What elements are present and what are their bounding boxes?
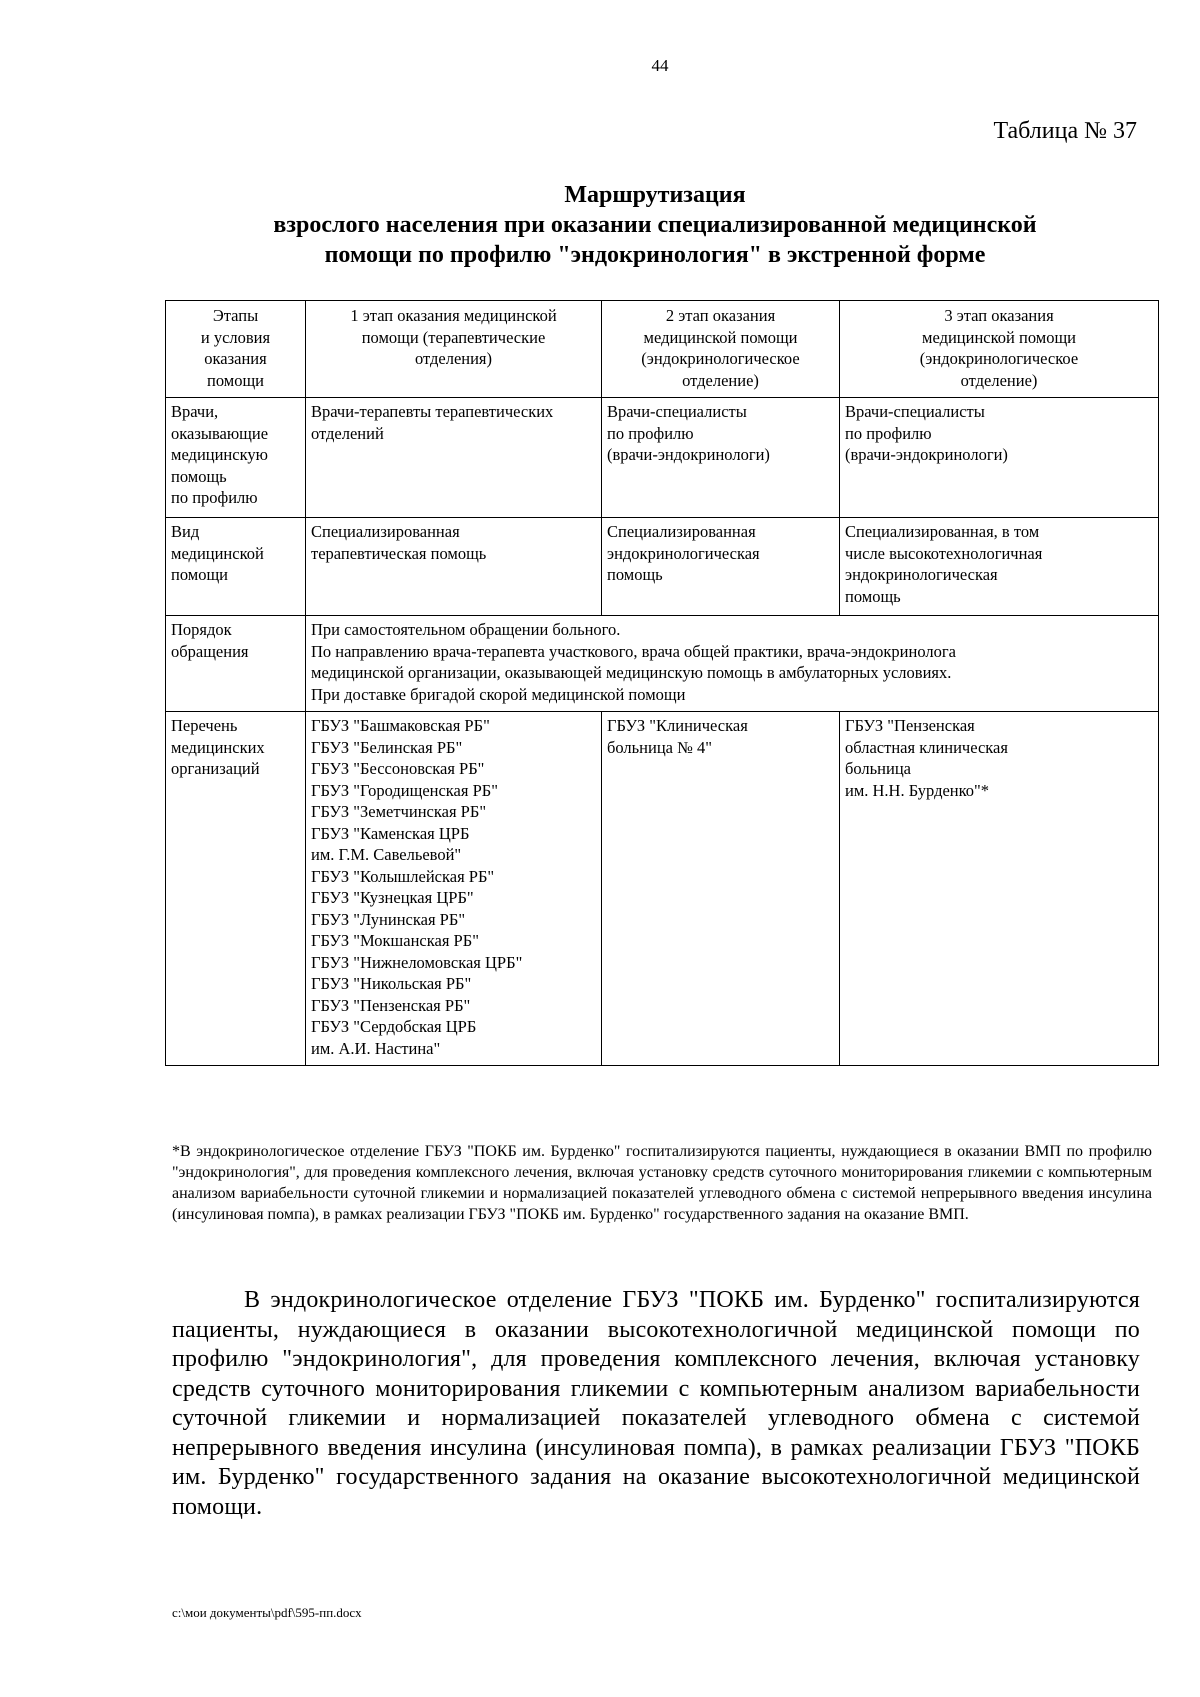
cell-line: помощь: [171, 466, 227, 486]
cell-line: областная клиническая: [845, 737, 1008, 757]
cell-line: отделений: [311, 423, 384, 443]
cell-line: Перечень: [171, 716, 238, 735]
table-row-doctors: [166, 398, 1159, 518]
cell-line: 2 этап оказания: [665, 306, 776, 325]
document-title: [150, 180, 1160, 270]
title-line: помощи по профилю "эндокринология" в экстренной форме: [324, 242, 986, 268]
cell-line: Специализированная: [311, 522, 460, 541]
cell-line: ГБУЗ "Сердобская ЦРБ: [311, 1017, 477, 1036]
cell-line: и условия: [200, 327, 271, 347]
cell-line: ГБУЗ "Колышлейская РБ": [311, 866, 495, 886]
cell-organizations-stage-2: [602, 712, 840, 1066]
cell-line: Врачи-терапевты терапевтических: [311, 402, 554, 421]
title-line: взрослого населения при оказании специализированной медицинской: [273, 212, 1037, 238]
table-label: Таблица № 37: [993, 118, 1137, 144]
cell-line: ГБУЗ "Городищенская РБ": [311, 780, 498, 800]
cell-line: Врачи,: [171, 402, 219, 421]
cell-referral-order: [306, 616, 1159, 712]
cell-line: (врачи-эндокринологи): [607, 445, 770, 464]
cell-line: Врачи-специалисты: [607, 402, 747, 421]
file-path: c:\мои документы\pdf\595-пп.docx: [172, 1605, 362, 1620]
cell-line: ГБУЗ "Нижнеломовская ЦРБ": [311, 952, 523, 972]
cell-line: медицинской: [171, 543, 264, 563]
cell-line: ГБУЗ "Клиническая: [607, 716, 748, 735]
cell-line: больница № 4": [607, 737, 712, 757]
cell-line: организаций: [171, 759, 260, 778]
routing-table: [165, 300, 1159, 1066]
cell-line: ГБУЗ "Бессоновская РБ": [311, 759, 485, 778]
cell-line: Порядок: [171, 620, 232, 639]
cell-line: помощи: [171, 565, 228, 584]
cell-line: эндокринологическая: [845, 565, 998, 584]
cell-care-type-stage-3: [840, 518, 1159, 616]
cell-line: помощь: [607, 565, 663, 584]
page-number: 44: [651, 56, 669, 75]
cell-doctors-stage-3: [840, 398, 1159, 518]
cell-line: 3 этап оказания: [944, 306, 1054, 325]
cell-line: (эндокринологическое: [641, 349, 800, 368]
cell-line: Врачи-специалисты: [845, 402, 985, 421]
cell-line: Специализированная, в том: [845, 522, 1040, 541]
cell-line: ГБУЗ "Белинская РБ": [311, 737, 463, 757]
cell-line: помощи: [207, 370, 264, 390]
table-row-referral-order: [166, 616, 1159, 712]
cell-line: ГБУЗ "Земетчинская РБ": [311, 802, 487, 821]
cell-line: 1 этап оказания медицинской: [350, 306, 557, 325]
cell-line: Вид: [171, 522, 200, 541]
cell-line: медицинских: [171, 737, 265, 757]
cell-organizations-stage-1: [306, 712, 602, 1066]
cell-line: отделение): [682, 370, 759, 390]
cell-line: им. А.И. Настина": [311, 1038, 441, 1058]
cell-line: медицинской организации, оказывающей медицинскую помощь в амбулаторных условиях.: [311, 663, 952, 682]
cell-line: эндокринологическая: [607, 543, 760, 563]
table-header-row: [166, 301, 1159, 398]
row-label-referral-order: [166, 616, 306, 712]
cell-line: При доставке бригадой скорой медицинской помощи: [311, 684, 686, 704]
cell-doctors-stage-1: [306, 398, 602, 518]
cell-line: им. Н.Н. Бурденко"*: [845, 780, 990, 800]
cell-line: ГБУЗ "Пензенская: [845, 716, 975, 735]
cell-organizations-stage-3: [840, 712, 1159, 1066]
cell-line: ГБУЗ "Никольская РБ": [311, 974, 472, 993]
cell-doctors-stage-2: [602, 398, 840, 518]
cell-line: обращения: [171, 641, 249, 661]
cell-line: помощи (терапевтические: [361, 327, 546, 347]
cell-line: По направлению врача-терапевта участкового, врача общей практики, врача-эндокринолога: [311, 641, 956, 661]
header-stage-3: [840, 301, 1159, 398]
cell-line: ГБУЗ "Мокшанская РБ": [311, 931, 479, 950]
row-label-organizations: [166, 712, 306, 1066]
cell-line: ГБУЗ "Башмаковская РБ": [311, 716, 490, 735]
row-label-doctors: [166, 398, 306, 518]
cell-line: (эндокринологическое: [919, 349, 1079, 368]
table-row-organizations: [166, 712, 1159, 1066]
cell-line: При самостоятельном обращении больного.: [311, 620, 621, 639]
cell-line: (врачи-эндокринологи): [845, 445, 1008, 464]
footnote: *В эндокринологическое отделение ГБУЗ "ПОКБ им. Бурденко" госпитализируются пациенты, нуждающиеся в оказании ВМП по профилю "эндокринология", для проведения комплексного лечения, включая установку средств суточного мониторирования гликемии с компьютерным анализом вариабельности суточной гликемии и нормализацией показателей углеводного обмена с системой непрерывного введения инсулина (инсулиновая помпа), в рамках реализации ГБУЗ "ПОКБ им. Бурденко" государственного задания на оказание ВМП.: [172, 1143, 1152, 1223]
cell-line: больница: [845, 759, 911, 778]
cell-line: отделения): [414, 349, 493, 368]
body-paragraph: В эндокринологическое отделение ГБУЗ "ПОКБ им. Бурденко" госпитализируются пациенты, нуждающиеся в оказании высокотехнологичной медицинской помощи по профилю "эндокринология", для проведения комплексного лечения, включая установку средств суточного мониторирования гликемии с компьютерным анализом вариабельности суточной гликемии и нормализацией показателей углеводного обмена с системой непрерывного введения инсулина (инсулиновая помпа), в рамках реализации ГБУЗ "ПОКБ им. Бурденко" государственного задания на оказание высокотехнологичной медицинской помощи.: [172, 1287, 1140, 1520]
cell-line: помощь: [845, 586, 901, 606]
row-label-care-type: [166, 518, 306, 616]
header-stage-1: [306, 301, 602, 398]
cell-line: терапевтическая помощь: [311, 543, 487, 563]
cell-line: ГБУЗ "Кузнецкая ЦРБ": [311, 888, 474, 907]
cell-line: ГБУЗ "Каменская ЦРБ: [311, 823, 470, 843]
cell-line: Специализированная: [607, 522, 756, 541]
cell-care-type-stage-1: [306, 518, 602, 616]
header-stage-2: [602, 301, 840, 398]
cell-line: числе высокотехнологичная: [845, 543, 1043, 563]
cell-line: оказывающие: [171, 423, 269, 443]
cell-line: по профилю: [845, 423, 932, 443]
cell-line: отделение): [960, 370, 1038, 390]
cell-line: им. Г.М. Савельевой": [311, 845, 462, 864]
title-line: Маршрутизация: [564, 182, 746, 208]
cell-line: ГБУЗ "Лунинская РБ": [311, 909, 466, 929]
table-row-care-type: [166, 518, 1159, 616]
cell-line: ГБУЗ "Пензенская РБ": [311, 995, 471, 1015]
cell-line: медицинской помощи: [643, 327, 798, 347]
cell-line: оказания: [204, 349, 267, 368]
cell-line: медицинскую: [171, 445, 268, 464]
cell-care-type-stage-2: [602, 518, 840, 616]
cell-line: медицинской помощи: [922, 327, 1076, 347]
header-stages: [166, 301, 306, 398]
cell-line: по профилю: [171, 488, 258, 507]
cell-line: по профилю: [607, 423, 694, 443]
cell-line: Этапы: [212, 306, 259, 325]
